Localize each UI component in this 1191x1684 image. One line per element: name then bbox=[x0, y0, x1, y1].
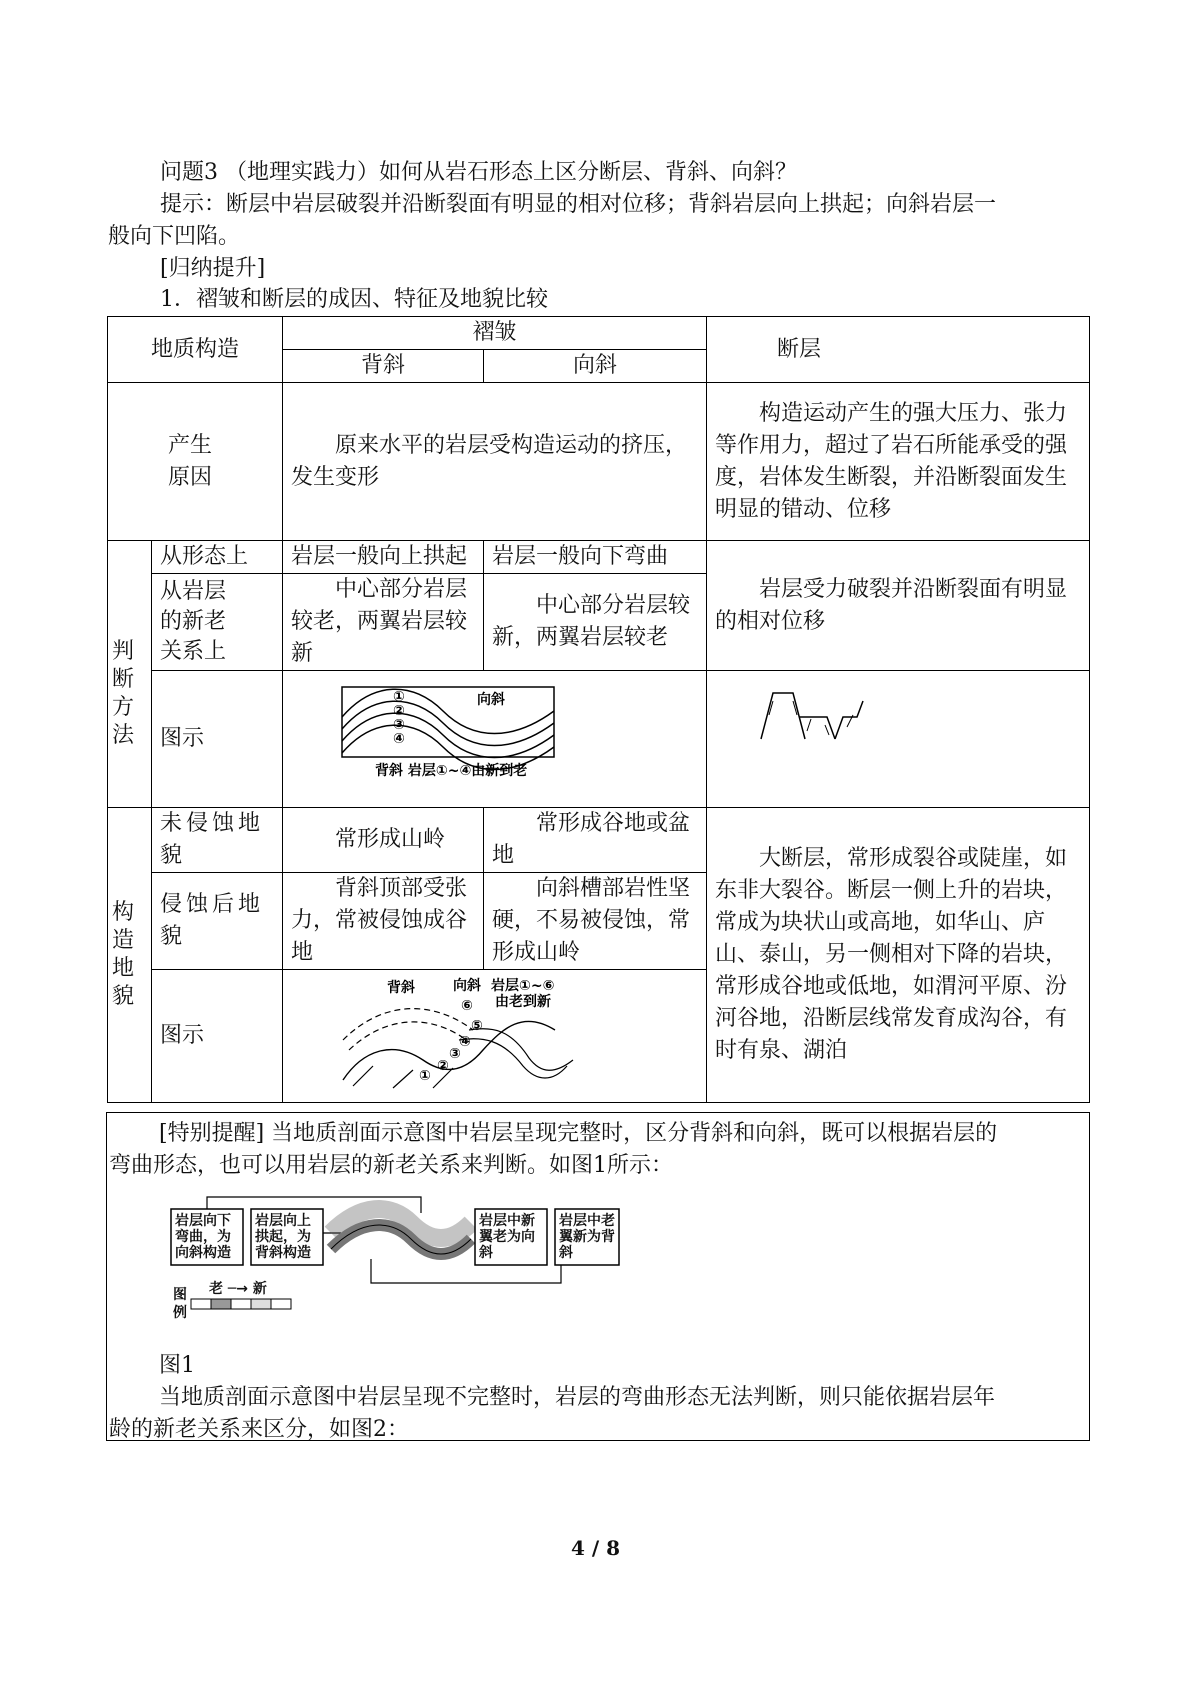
fig-legend-swatch-1 bbox=[191, 1299, 211, 1309]
fold-num-2: ② bbox=[393, 703, 405, 719]
subtitle: 1．褶皱和断层的成因、特征及地貌比较 bbox=[160, 287, 548, 312]
fig-box1-line2: 弯曲，为 bbox=[175, 1229, 231, 1245]
cause-label bbox=[108, 383, 283, 541]
comparison-table bbox=[107, 316, 1090, 1103]
fig-legend-swatch-4 bbox=[251, 1299, 271, 1309]
age-label-2: 的新老 bbox=[160, 609, 227, 634]
header-syncline: 向斜 bbox=[484, 350, 707, 383]
hint-text-line1: 提示：断层中岩层破裂并沿断裂面有明显的相对位移；背斜岩层向上拱起；向斜岩层一 bbox=[160, 192, 997, 217]
fig-box4-line2: 翼新为背 bbox=[559, 1229, 615, 1245]
fig-legend-label-1: 图 bbox=[173, 1287, 187, 1303]
fig-box3-line1: 岩层中新 bbox=[479, 1213, 535, 1229]
fold-caption: 背斜 岩层①~④由新到老 bbox=[375, 763, 528, 779]
fold-num-1: ① bbox=[393, 689, 405, 705]
note-line4: 龄的新老关系来区分，如图2： bbox=[109, 1417, 409, 1442]
fold-syncline-tag: 向斜 bbox=[477, 692, 506, 708]
fig-legend-swatch-5 bbox=[271, 1299, 291, 1309]
uneroded-label bbox=[152, 808, 283, 873]
syncline-shape: 岩层一般向下弯曲 bbox=[484, 541, 707, 574]
fig-box1-line1: 岩层向下 bbox=[175, 1213, 231, 1229]
syncline-age: 中心部分岩层较新，两翼岩层较老 bbox=[484, 574, 707, 671]
fig-box4-line3: 斜 bbox=[559, 1245, 573, 1261]
header-fold: 褶皱 bbox=[283, 317, 707, 350]
anticline-eroded: 背斜顶部受张力，常被侵蚀成谷地 bbox=[283, 873, 484, 970]
fig-legend-label-2: 例 bbox=[173, 1305, 187, 1321]
fig-box3-line2: 翼老为向 bbox=[479, 1229, 535, 1245]
fold-num-3: ③ bbox=[393, 717, 405, 733]
header-geo-structure: 地质构造 bbox=[108, 317, 283, 383]
header-fault: 断层 bbox=[707, 317, 1090, 383]
fold-diagram-cell bbox=[283, 671, 707, 808]
eroded-num-1: ① bbox=[419, 1068, 431, 1084]
fault-diagram-cell bbox=[707, 671, 1090, 808]
eroded-label bbox=[152, 873, 283, 970]
eroded-syncline-tag: 向斜 bbox=[453, 978, 482, 994]
uneroded-label-2: 貌 bbox=[160, 843, 187, 868]
fig-box2-line3: 背斜构造 bbox=[255, 1245, 311, 1261]
eroded-label-1: 侵蚀后地 bbox=[160, 892, 265, 917]
fig-old-new: 老 ─→ 新 bbox=[209, 1281, 267, 1297]
cause-label-1: 产生 bbox=[168, 432, 213, 458]
fold-diagram bbox=[283, 671, 707, 797]
question-text: 问题3 （地理实践力）如何从岩石形态上区分断层、背斜、向斜？ bbox=[160, 160, 797, 185]
anticline-shape: 岩层一般向上拱起 bbox=[283, 541, 484, 574]
landform-side-4: 貌 bbox=[112, 984, 135, 1009]
note-line2: 弯曲形态，也可以用岩层的新老关系来判断。如图1所示： bbox=[109, 1153, 673, 1178]
landform-side-1: 构 bbox=[112, 900, 135, 925]
eroded-num-3: ③ bbox=[449, 1046, 461, 1062]
uneroded-label-1: 未侵蚀地 bbox=[160, 811, 265, 836]
syncline-uneroded: 常形成谷地或盆地 bbox=[484, 808, 707, 873]
fault-diagram bbox=[707, 671, 1089, 797]
fig-box2-line2: 拱起，为 bbox=[255, 1229, 311, 1245]
note-line3: 当地质剖面示意图中岩层呈现不完整时，岩层的弯曲形态无法判断，则只能依据岩层年 bbox=[159, 1385, 996, 1410]
fig-box1-line3: 向斜构造 bbox=[175, 1245, 231, 1261]
method-side-2: 断 bbox=[112, 667, 135, 692]
section-tag: [归纳提升] bbox=[160, 256, 266, 281]
landform-side-3: 地 bbox=[112, 956, 135, 981]
special-reminder-box bbox=[106, 1112, 1090, 1441]
eroded-label-2: 貌 bbox=[160, 924, 187, 949]
fig-box2-line1: 岩层向上 bbox=[255, 1213, 311, 1229]
fig-box3-line3: 斜 bbox=[479, 1245, 493, 1261]
eroded-caption-2: 由老到新 bbox=[495, 994, 552, 1010]
fig-legend-swatch-3 bbox=[231, 1299, 251, 1309]
anticline-age: 中心部分岩层较老，两翼岩层较新 bbox=[283, 574, 484, 671]
landform-diagram-label: 图示 bbox=[152, 970, 283, 1103]
fig-legend-swatch-2 bbox=[211, 1299, 231, 1309]
fig-box4-line1: 岩层中老 bbox=[559, 1213, 615, 1229]
page-number: 4 / 8 bbox=[570, 1536, 621, 1560]
eroded-fold-diagram bbox=[283, 970, 707, 1092]
method-side-label bbox=[108, 541, 152, 808]
syncline-eroded: 向斜槽部岩性坚硬，不易被侵蚀，常形成山岭 bbox=[484, 873, 707, 970]
landform-fault-text: 大断层，常形成裂谷或陡崖，如东非大裂谷。断层一侧上升的岩块，常成为块状山或高地，如华山、庐山、泰山，另一侧相对下降的岩块，常形成谷地或低地，如渭河平原、汾河谷地，沿断层线常发育成沟谷，有时有泉、湖泊 bbox=[707, 808, 1090, 1103]
age-label-3: 关系上 bbox=[160, 639, 227, 664]
anticline-uneroded: 常形成山岭 bbox=[283, 808, 484, 873]
figure-1 bbox=[161, 1193, 621, 1323]
header-anticline: 背斜 bbox=[283, 350, 484, 383]
fig1-caption: 图1 bbox=[159, 1353, 195, 1378]
cause-label-2: 原因 bbox=[168, 464, 213, 490]
landform-side-label bbox=[108, 808, 152, 1103]
eroded-diagram-cell bbox=[283, 970, 707, 1103]
shape-label: 从形态上 bbox=[152, 541, 283, 574]
eroded-num-2: ② bbox=[437, 1058, 449, 1074]
cause-fold-text: 原来水平的岩层受构造运动的挤压，发生变形 bbox=[283, 383, 707, 541]
eroded-num-6: ⑥ bbox=[461, 998, 473, 1014]
landform-side-2: 造 bbox=[112, 928, 135, 953]
fold-num-4: ④ bbox=[393, 731, 405, 747]
method-side-3: 方 bbox=[112, 695, 135, 720]
method-side-4: 法 bbox=[112, 723, 135, 748]
method-diagram-label: 图示 bbox=[152, 671, 283, 808]
eroded-caption-1: 岩层①~⑥ bbox=[491, 978, 555, 994]
method-fault-text: 岩层受力破裂并沿断裂面有明显的相对位移 bbox=[707, 541, 1090, 671]
age-label bbox=[152, 574, 283, 671]
eroded-num-5: ⑤ bbox=[471, 1018, 483, 1034]
note-line1: [特别提醒] 当地质剖面示意图中岩层呈现完整时，区分背斜和向斜，既可以根据岩层的 bbox=[159, 1121, 998, 1146]
age-label-1: 从岩层 bbox=[160, 579, 227, 604]
eroded-anticline-tag: 背斜 bbox=[387, 980, 416, 996]
cause-fault-text: 构造运动产生的强大压力、张力等作用力，超过了岩石所能承受的强度，岩体发生断裂，并沿断裂面发生明显的错动、位移 bbox=[707, 383, 1090, 541]
method-side-1: 判 bbox=[112, 639, 135, 664]
hint-text-line2: 般向下凹陷。 bbox=[108, 224, 241, 249]
eroded-num-4: ④ bbox=[459, 1034, 471, 1050]
